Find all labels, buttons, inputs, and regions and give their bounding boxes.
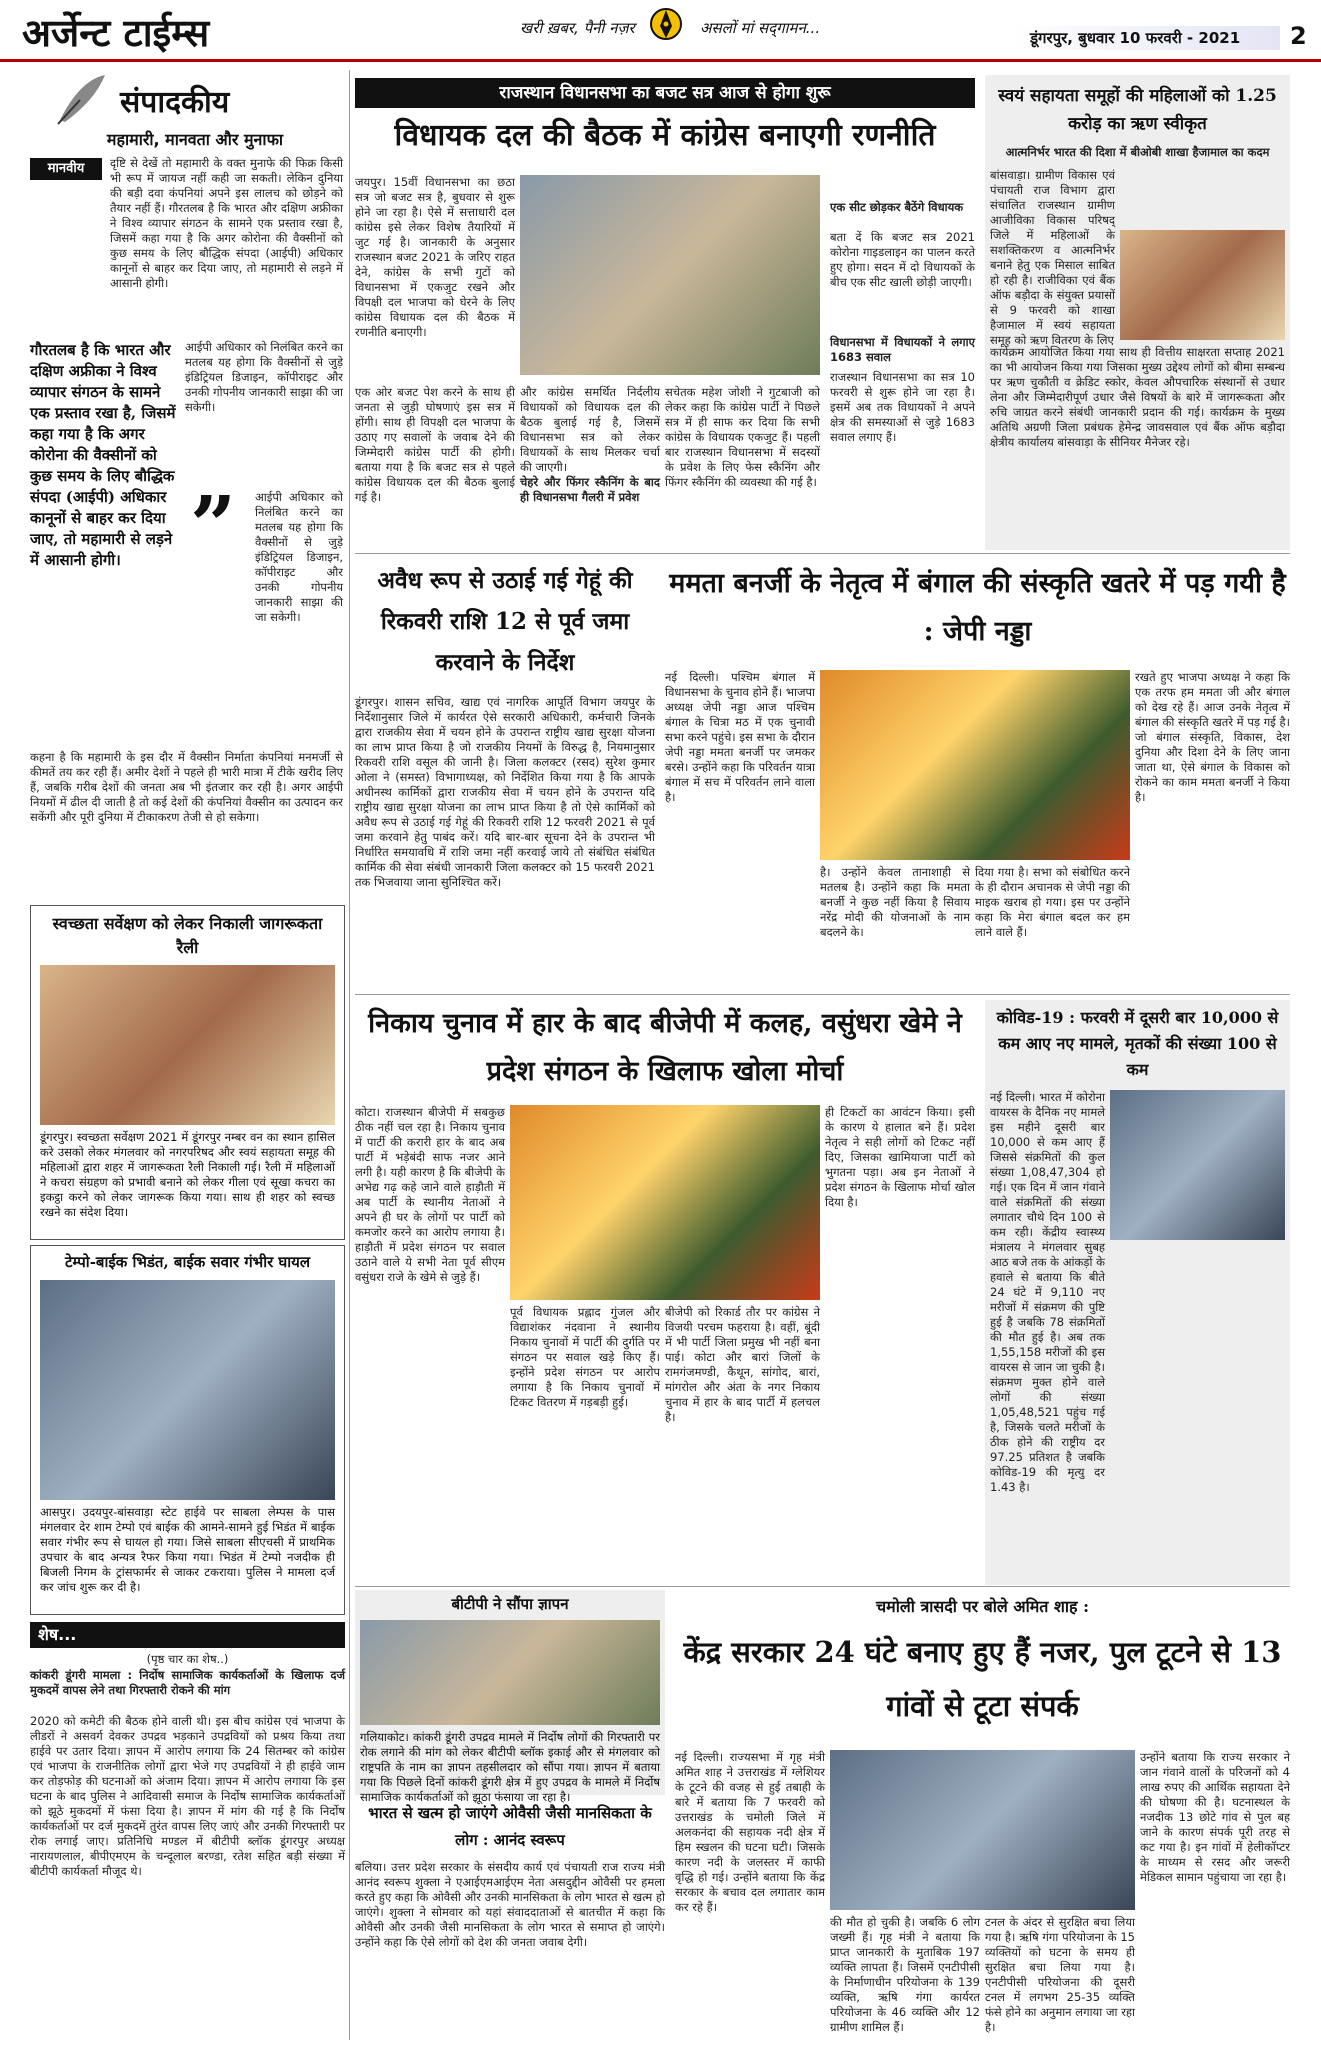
story7-headline: बीटीपी ने सौंपा ज्ञापन [451,1595,569,1613]
side1-body: डूंगरपुर। स्वच्छता सर्वेक्षण 2021 में डूंगरपुर नम्बर वन का स्थान हासिल करे उसको लेकर मंगलवार को नगरपरिषद और स्वयं सहायता समूह की महिलाओं द्वारा शहर में जागरूकता रैली निकाली गई। रैली में महिलाओं ने कचरा संग्रहण को प्रभावी बनाने को लेकर गीला एवं सूखा कचरा का इकट्ठा करने को लेकर जागरूक किया गया। साथ ही शहर को स्वच्छ रखने का संदेश दिया। [40,1130,335,1219]
story5-col4: ही टिकटों का आवंटन किया। इसी के कारण ये हालात बने हैं। प्रदेश नेतृत्व ने सही लोगों को टिकट नहीं दिए, जिसका खामियाजा पार्टी को भुगतना पड़ा। अब इन नेताओं ने प्रदेश संगठन के खिलाफ मोर्चा खोल दिया है। [825,1105,975,1209]
story5-headline: निकाय चुनाव में हार के बाद बीजेपी में कलह, वसुंधरा खेमे ने प्रदेश संगठन के खिलाफ खोला मोर्चा [368,1008,962,1087]
nadda-rally-photo [820,670,1130,860]
tagline-left: खरी ख़बर, पैनी नज़र [520,19,635,37]
story9-col2: की मौत हो चुकी है। जबकि 6 लोग जख्मी हैं। गृह मंत्री ने बताया कि प्राप्त जानकारी के मुताबिक 197 व्यक्ति लापता हैं। जिसमें एनटीपीसी के निर्माणाधीन परियोजना के 139 व्यक्ति, ऋषि गंगा कार्यरत परियोजना के 46 व्यक्ति और 12 ग्रामीण शामिल हैं। [830,1915,980,2034]
bjp-flag-photo [510,1105,820,1300]
shesh-body: 2020 को कमेटी की बैठक होने वाली थी। इस बीच कांग्रेस एवं भाजपा के लीडरों ने असवर्ग देवकर उपद्रव भड़काने उपद्रवियों को प्रश्रय किया तथा हाईवे पर उतार दिया। ज्ञापन में आरोप लगाया कि 24 सितम्बर को कांग्रेस एवं भाजपा के राजनीतिक लोगों द्वारा भेजे गए उपद्रवियों ने ही हाईवे जाम कर तोड़फोड़ की घटनाओं को अंजाम दिया। ज्ञापन में आरोप लगाया कि इस घटना के बाद पुलिस ने आदिवासी समाज के निर्दोष सामाजिक कार्यकर्ताओं को झूठे मुकदमों में फंसा दिया है। ज्ञापन में मांग की गई है कि निर्दोष कार्यकर्ताओं पर दर्ज मुकदमें तुरंत वापस लिए जाएं और उनकी गिरफ्तारी पर रोक लगाई जाए। प्रतिनिधि मण्डल में बीटीपी ब्लॉक डूंगरपुर अध्यक्ष नारायणलाल, बीपीएमएम के चन्दूलाल बरण्डा, रतेश सहित बड़ी संख्या में बीटीपी कार्यकर्ता मौजूद थे। [30,1714,345,1878]
story8-body: बलिया। उत्तर प्रदेश सरकार के संसदीय कार्य एवं पंचायती राज राज्य मंत्री आनंद स्वरूप शुक्ला ने एआईएमआईएम नेता असदुद्दीन ओवैसी पर हमला करते हुए कहा कि ओवैसी और उनकी मानसिकता के लोग भारत से खत्म हो जाएंगे। शुक्ला ने सोमवार को यहां संवाददाताओं से बातचीत में कहा कि ओवैसी और उनकी जैसी मानसिकता के लोग भारत से समाप्त हो जाएंगे। उन्होंने कहा कि ऐसे लोगों को देश की जनता जवाब देगी। [355,1860,665,1949]
story9-col4: उन्होंने बताया कि राज्य सरकार ने जान गंवाने वालों के परिजनों को 4 लाख रुपए की आर्थिक सहायता देने की घोषणा की है। घटनास्थल के नजदीक 13 छोटे गांव से पुल बह जाने के कारण संपर्क पूरी तरह से कट गया है। इन गांवों में हेलीकॉप्टर के माध्यम से रसद और जरूरी मेडिकल सामान पहुंचाया जा रहा है। [1140,1750,1290,1884]
newspaper-logo: अर्जेन्ट टाईम्स [22,10,210,55]
btp-memorandum-photo [360,1620,660,1725]
editorial-body-2b: आईपी अधिकार को निलंबित करने का मतलब यह होगा कि वैक्सीनों से जुड़े इंडिट्रियल डिजाइन, कॉपीराइट और उनकी गोपनीय जानकारी साझा की जा सकेगी। [255,490,343,624]
story2-subhead: आत्मनिर्भर भारत की दिशा में बीओबी शाखा हैजामाल का कदम [1005,145,1270,159]
story4-headline: ममता बनर्जी के नेतृत्व में बंगाल की संस्कृति खतरे में पड़ गयी है : जेपी नड्डा [669,568,1286,647]
story9-col3: टनल के अंदर से सुरक्षित बचा लिया गया है। ऋषि गंगा परियोजना के 15 व्यक्तियों को घटना के समय ही सुरक्षित बचा लिया गया है। एनटीपीसी परियोजना की दूसरी टनल में लगभग 25-35 व्यक्ति फंसे होने का अनुमान लगाया जा रहा है। [985,1915,1135,2034]
story4-col4: रखते हुए भाजपा अध्यक्ष ने कहा कि एक तरफ हम ममता जी और बंगाल को देख रहे हैं। आज उनके नेतृत्व में बंगाल की संस्कृति खतरे में पड़ गई है। जो बंगाल संस्कृति, विकास, देश दुनिया और दिशा देने के लिए जाना जाता था, ऐसे बंगाल के विकास को रोकने का काम ममता बनर्जी ने किया है। [1135,670,1290,804]
accident-photo [40,1280,335,1500]
story9-headline: केंद्र सरकार 24 घंटे बनाए हुए हैं नजर, पुल टूटने से 13 गांवों से टूटा संपर्क [683,1635,1282,1723]
side1-headline: स्वच्छता सर्वेक्षण को लेकर निकाली जागरूकता रैली [52,914,323,957]
story1-col6: राजस्थान विधानसभा का सत्र 10 फरवरी से शुरू होने जा रहा है। इसमें अब तक विधायकों ने अपने क्षेत्र की समस्याओं से जुड़े 1683 सवाल लगाए हैं। [830,370,975,444]
tagline-right: असलों मां सद्‌गामन... [700,19,821,37]
cleanliness-rally-photo [40,965,335,1125]
story5-col2: पूर्व विधायक प्रह्लाद गुंजल और विद्याशंकर नंदवाना ने स्थानीय निकाय चुनावों में पार्टी की दुर्गति पर संगठन पर सवाल खड़े किए हैं। इन्होंने प्रदेश संगठन पर आरोप लगाया है कि निकाय चुनावों में टिकट वितरण में गड़बड़ी हुई। [510,1305,660,1409]
pen-nib-icon [650,4,682,44]
story5-col3: बीजेपी को रिकार्ड तौर पर कांग्रेस ने विजयी परचम फहराया है। वहीं, बूंदी में भी पार्टी जिला प्रमुख भी नहीं बना पाई। कोटा और बारां जिलों के रामगंजमण्डी, कैथून, सांगोद, बारां, मांगरोल और अंता के नगर निकाय चुनाव में हार के बाद पार्टी में हलचल है। [665,1305,820,1424]
side2-body: आसपुर। उदयपुर-बांसवाड़ा स्टेट हाईवे पर साबला लेम्पस के पास मंगलवार देर शाम टेम्पो एवं बाईक की आमने-सामने हुई भिडंत में बाईक सवार गंभीर रूप से घायल हो गया। जिसे साबला सीएचसी में प्राथमिक उपचार के बाद अन्यत्र रैफर किया गया। भिडंत में टेम्पो नजदीक ही बिजली निगम के ट्रांसफार्मर से जाकर टकराया। पुलिस ने मामला दर्ज कर जांच शुरू कर दी है। [40,1505,335,1594]
column-divider [349,70,350,2040]
story9-kicker: चमोली त्रासदी पर बोले अमित शाह : [876,1597,1089,1616]
story1-subhead2: एक सीट छोड़कर बैठेंगे विधायक [830,200,964,214]
shesh-continued: (पृष्ठ चार का शेष..) [146,1652,229,1666]
editorial-pull-quote: गौरतलब है कि भारत और दक्षिण अफ्रीका ने विश्व व्यापार संगठन के सामने एक प्रस्ताव रखा है, जिसमें कहा गया है कि अगर कोरोना की वैक्सीनों को कुछ समय के लिए बौद्धिक संपदा (आईपी) अधिकार कानूनों से बाहर कर दिया जाए, तो महामारी से लड़ने में आसानी होगी। [30,341,176,569]
story1-subhead3: विधानसभा में विधायकों ने लगाए 1683 सवाल [830,335,975,364]
row-divider [355,1586,1290,1587]
story1-col5: बता दें कि बजट सत्र 2021 कोरोना गाइडलाइन का पालन करते हुए होगा। सदन में दो विधायकों के बीच एक सीट खाली छोड़ी जाएगी। [830,230,975,289]
quill-icon [50,70,110,130]
page-number: 2 [1290,22,1307,50]
masthead [0,0,1321,62]
story1-kicker: राजस्थान विधानसभा का बजट सत्र आज से होगा शुरू [355,78,975,108]
quote-icon: ” [190,478,237,572]
story2-body2: कार्यक्रम आयोजित किया गया साथ ही वित्तीय साक्षरता सप्ताह 2021 का भी आयोजन किया गया जिसका मुख्य उद्देश्य लोगों को बीमा सम्बन्ध पर ऋण चुकौती व क्रेडिट स्कोर, केवल औपचारिक संस्थानों से उधार लेना और जिम्मेदारीपूर्ण उधार जैसे विषयों के बारे में जागरूकता और रुचि जाग्रत करने संबंधी जानकारी प्रदान की गई। कार्यक्रम के मुख्य अतिथि अग्रणी जिला प्रबंधक हेमेन्द्र जावसवाल एवं बैंक ऑफ बड़ौदा क्षेत्रीय कार्यालय बांसवाड़ा के सीनियर मैनेजर रहे। [990,345,1285,449]
story1-headline: विधायक दल की बैठक में कांग्रेस बनाएगी रणनीति [394,118,936,153]
story4-col1: नई दिल्ली। पश्चिम बंगाल में विधानसभा के चुनाव होने हैं। भाजपा अध्यक्ष जेपी नड्डा आज पश्चिम बंगाल के चित्रा मठ में एक चुनावी सभा करने पहुंचे। इस सभा के दौरान जेपी नड्डा ममता बनर्जी पर जमकर बरसे। उन्होंने कहा कि परिवर्तन यात्रा बंगाल में सच में परिवर्तन लाने वाला है। [665,670,815,804]
side2-headline: टेम्पो-बाईक भिडंत, बाईक सवार गंभीर घायल [64,1253,311,1271]
editorial-section [30,70,345,900]
story1-col2: एक ओर बजट पेश करने के साथ ही जनता से जुड़ी घोषणाएं इस सत्र में होंगी। साथ ही विपक्षी दल भाजपा के उठाए गए सवालों के जवाब देने की जिम्मेदारी कांग्रेस पार्टी की होगी। बताया गया है कि बजट सत्र से पहले कांग्रेस विधायक दल की बैठक बुलाई गई है। [355,385,515,504]
editorial-label: मानवीय [30,158,102,180]
editorial-section-title: संपादकीय [120,85,230,120]
story1-col4: सचेतक महेश जोशी ने गुटबाजी को लेकर कहा कि कांग्रेस पार्टी ने पिछले सत्र में ही साफ कर दिया कि सभी कांग्रेस के विधायक एकजुट हैं। पहली बार राजस्थान विधानसभा में सदस्यों के प्रवेश के लिए फेस स्कैनिंग और फिंगर स्कैनिंग की व्यवस्था की गई है। [665,385,820,489]
story1-subhead1: चेहरे और फिंगर स्कैनिंग के बाद ही विधानसभा गैलरी में प्रवेश [520,475,660,504]
shesh-headline: कांकरी डूंगरी मामला : निर्दोष सामाजिक कार्यकर्ताओं के खिलाफ दर्ज मुकदमें वापस लेने तथा गिरफ्तारी रोकने की मांग [30,1668,345,1697]
editorial-body-1: दृष्टि से देखें तो महामारी के वक्त मुनाफे की फिक्र किसी भी रूप में जायज नहीं कही जा सकती। लेकिन दुनिया की बड़ी दवा कंपनियां अपने इस लालच को छोड़ने को तैयार नहीं हैं। गौरतलब है कि भारत और दक्षिण अफ्रीका ने विश्व व्यापार संगठन के सामने एक प्रस्ताव रखा है, जिसमें कहा गया है कि अगर कोरोना की वैक्सीनों को कुछ समय के लिए बौद्धिक संपदा (आईपी) अधिकार कानूनों से बाहर कर दिया जाए, तो महामारी से लड़ने में आसानी होगी। [110,156,343,290]
story4-col3: दिया गया है। सभा को संबोधित करने के ही दौरान अचानक से जेपी नड्डा की माइक खराब हो गया। इस पर उन्होंने कहा कि मेरा बंगाल बदल कर हम लाने वाले हैं। [975,865,1130,939]
story1-col1: जयपुर। 15वीं विधानसभा का छठा सत्र जो बजट सत्र है, बुधवार से शुरू होने जा रहा है। ऐसे में सत्ताधारी दल कांग्रेस इसे लेकर विशेष तैयारियों में जुट गई है। जानकारी के अनुसार राजस्थान बजट 2021 के जरिए राहत देने, कांग्रेस के सभी गुटों को विधानसभा में एकजुट रखने और विपक्षी दल भाजपा को घेरने के लिए कांग्रेस विधायक दल की बैठक में रणनीति बनाएगी। [355,175,515,339]
story1-col3: और कांग्रेस समर्थित निर्दलीय विधायकों को विधायक दल की बैठक बुलाई गई है, जिसमें विधानसभा सत्र को लेकर विधायकों के साथ मिलकर चर्चा की जाएगी। [520,385,660,474]
amit-shah-photo [830,1750,1135,1910]
row-divider [355,553,1290,554]
editorial-headline: महामारी, मानवता और मुनाफा [106,130,284,149]
story2-body1: बांसवाड़ा। ग्रामीण विकास एवं पंचायती राज विभाग द्वारा संचालित राजस्थान ग्रामीण आजीविका विकास परिषद् जिले में महिलाओं के सशक्तिकरण व आत्मनिर्भर बनाने हेतु एक मिसाल साबित हो रही है। राजीविका एवं बैंक ऑफ बड़ौदा के संयुक्त प्रयासों से 9 फरवरी को शाखा हैजामाल में स्वयं सहायता समूह को ऋण वितरण के लिए [990,168,1115,347]
story9-col1: नई दिल्ली। राज्यसभा में गृह मंत्री अमित शाह ने उत्तराखंड में ग्लेशियर के टूटने की वजह से हुई तबाही के बारे में बताया कि 7 फरवरी को उत्तराखंड के चमोली जिले में अलकनंदा की सहायक नदी क्षेत्र में हिम स्खलन की घटना घटी। जिसके कारण नदी के जलस्तर में काफी वृद्धि हो गई। उन्होंने बताया कि केंद्र सरकार के बचाव दल लगातार काम कर रहे हैं। [675,1750,825,1914]
story6-body: नई दिल्ली। भारत में कोरोना वायरस के दैनिक नए मामले इस महीने दूसरी बार 10,000 से कम आए हैं जिससे संक्रमितों की कुल संख्या 1,08,47,304 हो गई। एक दिन में जान गंवाने वाले संक्रमितों की संख्या लगातार चौथे दिन 100 से कम रही। केंद्रीय स्वास्थ्य मंत्रालय ने मंगलवार सुबह आठ बजे तक के आंकड़ों के हवाले से बताया कि बीते 24 घंटे में 9,110 नए मरीजों में संक्रमण की पुष्टि हुई है जबकि 78 संक्रमितों की मौत हुई है। अब तक 1,55,158 मरीजों की इस वायरस से जान जा चुकी है। संक्रमण मुक्त होने वाले लोगों की संख्या 1,05,48,521 पहुंच गई है, जिसके चलते मरीजों के ठीक होने की राष्ट्रीय दर 97.25 प्रतिशत है जबकि कोविड-19 की मृत्यु दर 1.43 है। [990,1090,1105,1494]
story2-headline: स्वयं सहायता समूहों की महिलाओं को 1.25 करोड़ का ऋण स्वीकृत [998,86,1277,134]
editorial-body-3: कहना है कि महामारी के इस दौर में वैक्सीन निर्माता कंपनियां मनमर्जी से कीमतें तय कर रही हैं। अमीर देशों ने पहले ही भारी मात्रा में टीके खरीद लिए हैं, जबकि गरीब देशों की जनता अब भी इंतजार कर रही है। अगर आईपी नियमों में ढील दी जाती है तो कई देशों की कंपनियां वैक्सीन का उत्पादन कर सकेंगी और पूरी दुनिया में टीकाकरण तेजी से हो सकेगा। [30,750,343,824]
story7-body: गलियाकोट। कांकरी डूंगरी उपद्रव मामले में निर्दोष लोगों की गिरफ्तारी पर रोक लगाने की मांग को लेकर बीटीपी ब्लॉक इकाई और से मंगलवार को राष्ट्रपति के नाम का ज्ञापन तहसीलदार को सौंपा गया। ज्ञापन में बताया गया कि पिछले दिनों कांकरी डूंगरी क्षेत्र में हुए उपद्रव के मामले में निर्दोष सामाजिक कार्यकर्ताओं को झूठा फंसाया जा रहा है। [360,1730,660,1804]
story6-headline: कोविड-19 : फरवरी में दूसरी बार 10,000 से कम आए नए मामले, मृतकों की संख्या 100 से कम [996,1008,1279,1079]
shg-loan-photo [1120,230,1285,340]
story3-headline: अवैध रूप से उठाई गई गेहूं की रिकवरी राशि 12 से पूर्व जमा करवाने के निर्देश [377,567,633,676]
story3-body: डूंगरपुर। शासन सचिव, खाद्य एवं नागरिक आपूर्ति विभाग जयपुर के निर्देशानुसार जिले में कार्यरत ऐसे सरकारी अधिकारी, कर्मचारी जिनके द्वारा राजकीय सेवा में चयन होने के उपरान्त राष्ट्रीय खाद्य सुरक्षा योजना का लाभ प्राप्त किया है जो राजकीय नियमों के विरुद्ध है, नियमानुसार रिकवरी राशि वसूल की जानी है। जिला कलक्टर (रसद) सुरेश कुमार ओला ने (समस्त) विभागाध्यक्ष, को निर्देशित किया गया है कि आपके अधीनस्थ कार्मिकों द्वारा राजकीय सेवा में चयन होने के उपरान्त यदि राष्ट्रीय खाद्य सुरक्षा योजना का लाभ प्राप्त किया है तो ऐसे कार्मिकों को अवैध रूप से उठाई गई गेहूं की रिकवरी राशि 12 फरवरी 2021 से पूर्व जमा करवाने हेतु पाबंद करें। यदि बार-बार सूचना देने के उपरान्त भी निर्धारित समयावधि में राशि जमा नहीं करवाई जाये तो संबंधित संबंधित कार्मिक की सेवा संबंधी जानकारी जिला कलक्टर को 15 फरवरी 2021 तक भिजवाया जाना सुनिश्चित करें। [355,695,655,889]
dateline: डूंगरपुर, बुधवार 10 फरवरी - 2021 [1030,29,1241,47]
row-divider [355,994,1290,995]
story8-headline: भारत से खत्म हो जाएंगे ओवैसी जैसी मानसिकता के लोग : आनंद स्वरूप [368,1804,652,1849]
story5-col1: कोटा। राजस्थान बीजेपी में सबकुछ ठीक नहीं चल रहा है। निकाय चुनाव में पार्टी की करारी हार के बाद अब पार्टी में भड़ेबंदी साफ नजर आने लगी है। यही कारण है कि बीजेपी के अभेद्य गढ़ कहे जाने वाले हाड़ौती में अब पार्टी के स्थानीय नेताओं ने अपने ही घर के लोगों पर पार्टी को कमजोर करने का आरोप लगाया है। हाड़ौती में प्रदेश संगठन पर सवाल उठाने वाले ये सभी नेता पूर्व सीएम वसुंधरा राजे के खेमे से जुड़े हैं। [355,1105,505,1284]
vidhansabha-photo [520,175,820,375]
covid-lab-photo [1110,1090,1285,1240]
editorial-body-2: आईपी अधिकार को निलंबित करने का मतलब यह होगा कि वैक्सीनों से जुड़े इंडिट्रियल डिजाइन, कॉपीराइट और उनकी गोपनीय जानकारी साझा की जा सकेगी। [185,340,343,414]
story4-col2: है। उन्होंने केवल तानाशाही से मतलब है। उन्होंने कहा कि ममता बनर्जी ने कुछ नहीं किया है सिवाय नरेंद्र मोदी की योजनाओं के नाम बदलने के। [820,865,970,939]
shesh-bar: शेष... [30,1622,345,1648]
